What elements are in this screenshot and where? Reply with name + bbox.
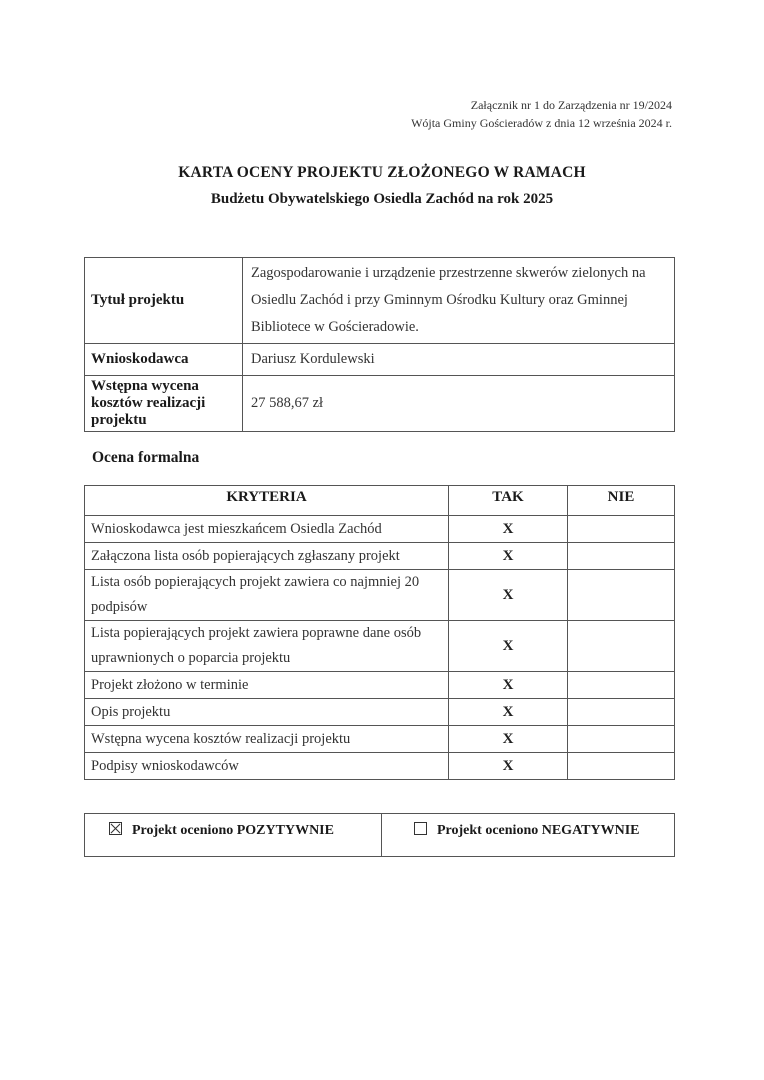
result-row <box>85 814 675 857</box>
attachment-line-2: Wójta Gminy Gościeradów z dnia 12 września 2024 r. <box>411 116 672 130</box>
negative-label: Projekt oceniono NEGATYWNIE <box>437 823 640 838</box>
table-row <box>85 753 675 780</box>
criterion-text: Wnioskodawca jest mieszkańcem Osiedla Zachód <box>85 516 449 543</box>
positive-label: Projekt oceniono POZYTYWNIE <box>132 823 334 838</box>
criterion-text: Załączona lista osób popierających zgłaszany projekt <box>85 543 449 570</box>
table-row <box>85 621 675 672</box>
table-row <box>85 543 675 570</box>
no-mark <box>568 753 675 780</box>
criteria-table <box>84 485 675 780</box>
criterion-text: Wstępna wycena kosztów realizacji projektu <box>85 726 449 753</box>
yes-mark: X <box>449 753 568 780</box>
yes-mark: X <box>449 516 568 543</box>
project-title-row <box>85 258 675 344</box>
evaluation-result-table <box>84 813 675 857</box>
table-row <box>85 516 675 543</box>
empty-box-icon <box>414 822 427 835</box>
yes-mark: X <box>449 699 568 726</box>
no-mark <box>568 672 675 699</box>
checked-box-icon <box>109 822 122 835</box>
applicant-label: Wnioskodawca <box>85 344 243 376</box>
project-info-table <box>84 257 675 432</box>
criterion-text: Projekt złożono w terminie <box>85 672 449 699</box>
table-row <box>85 726 675 753</box>
table-row <box>85 699 675 726</box>
cost-value: 27 588,67 zł <box>243 376 675 432</box>
cost-row <box>85 376 675 432</box>
no-mark <box>568 570 675 621</box>
yes-mark: X <box>449 570 568 621</box>
column-header-no: NIE <box>568 486 675 516</box>
project-title-label: Tytuł projektu <box>85 258 243 344</box>
no-mark <box>568 516 675 543</box>
cost-label: Wstępna wycena kosztów realizacji projektu <box>85 376 243 432</box>
no-mark <box>568 726 675 753</box>
criterion-text: Podpisy wnioskodawców <box>85 753 449 780</box>
attachment-line-1: Załącznik nr 1 do Zarządzenia nr 19/2024 <box>470 98 672 112</box>
applicant-value: Dariusz Kordulewski <box>243 344 675 376</box>
yes-mark: X <box>449 726 568 753</box>
no-mark <box>568 699 675 726</box>
attachment-note <box>411 96 672 132</box>
formal-heading: Ocena formalna <box>92 449 200 466</box>
criterion-text: Opis projektu <box>85 699 449 726</box>
yes-mark: X <box>449 621 568 672</box>
document-title: KARTA OCENY PROJEKTU ZŁOŻONEGO W RAMACH <box>178 164 586 181</box>
criteria-header-row <box>85 486 675 516</box>
applicant-row <box>85 344 675 376</box>
criterion-text: Lista popierających projekt zawiera poprawne dane osób uprawnionych o poparcia projektu <box>85 621 449 672</box>
table-row <box>85 672 675 699</box>
no-mark <box>568 621 675 672</box>
negative-option <box>382 814 675 857</box>
column-header-criteria: KRYTERIA <box>85 486 449 516</box>
project-title-value: Zagospodarowanie i urządzenie przestrzenne skwerów zielonych na Osiedlu Zachód i przy Gminnym Ośrodku Kultury oraz Gminnej Bibliotece w Gościeradowie. <box>243 258 675 344</box>
criterion-text: Lista osób popierających projekt zawiera co najmniej 20 podpisów <box>85 570 449 621</box>
column-header-yes: TAK <box>449 486 568 516</box>
document-subtitle: Budżetu Obywatelskiego Osiedla Zachód na rok 2025 <box>210 191 554 207</box>
yes-mark: X <box>449 543 568 570</box>
positive-option <box>85 814 382 857</box>
yes-mark: X <box>449 672 568 699</box>
table-row <box>85 570 675 621</box>
no-mark <box>568 543 675 570</box>
